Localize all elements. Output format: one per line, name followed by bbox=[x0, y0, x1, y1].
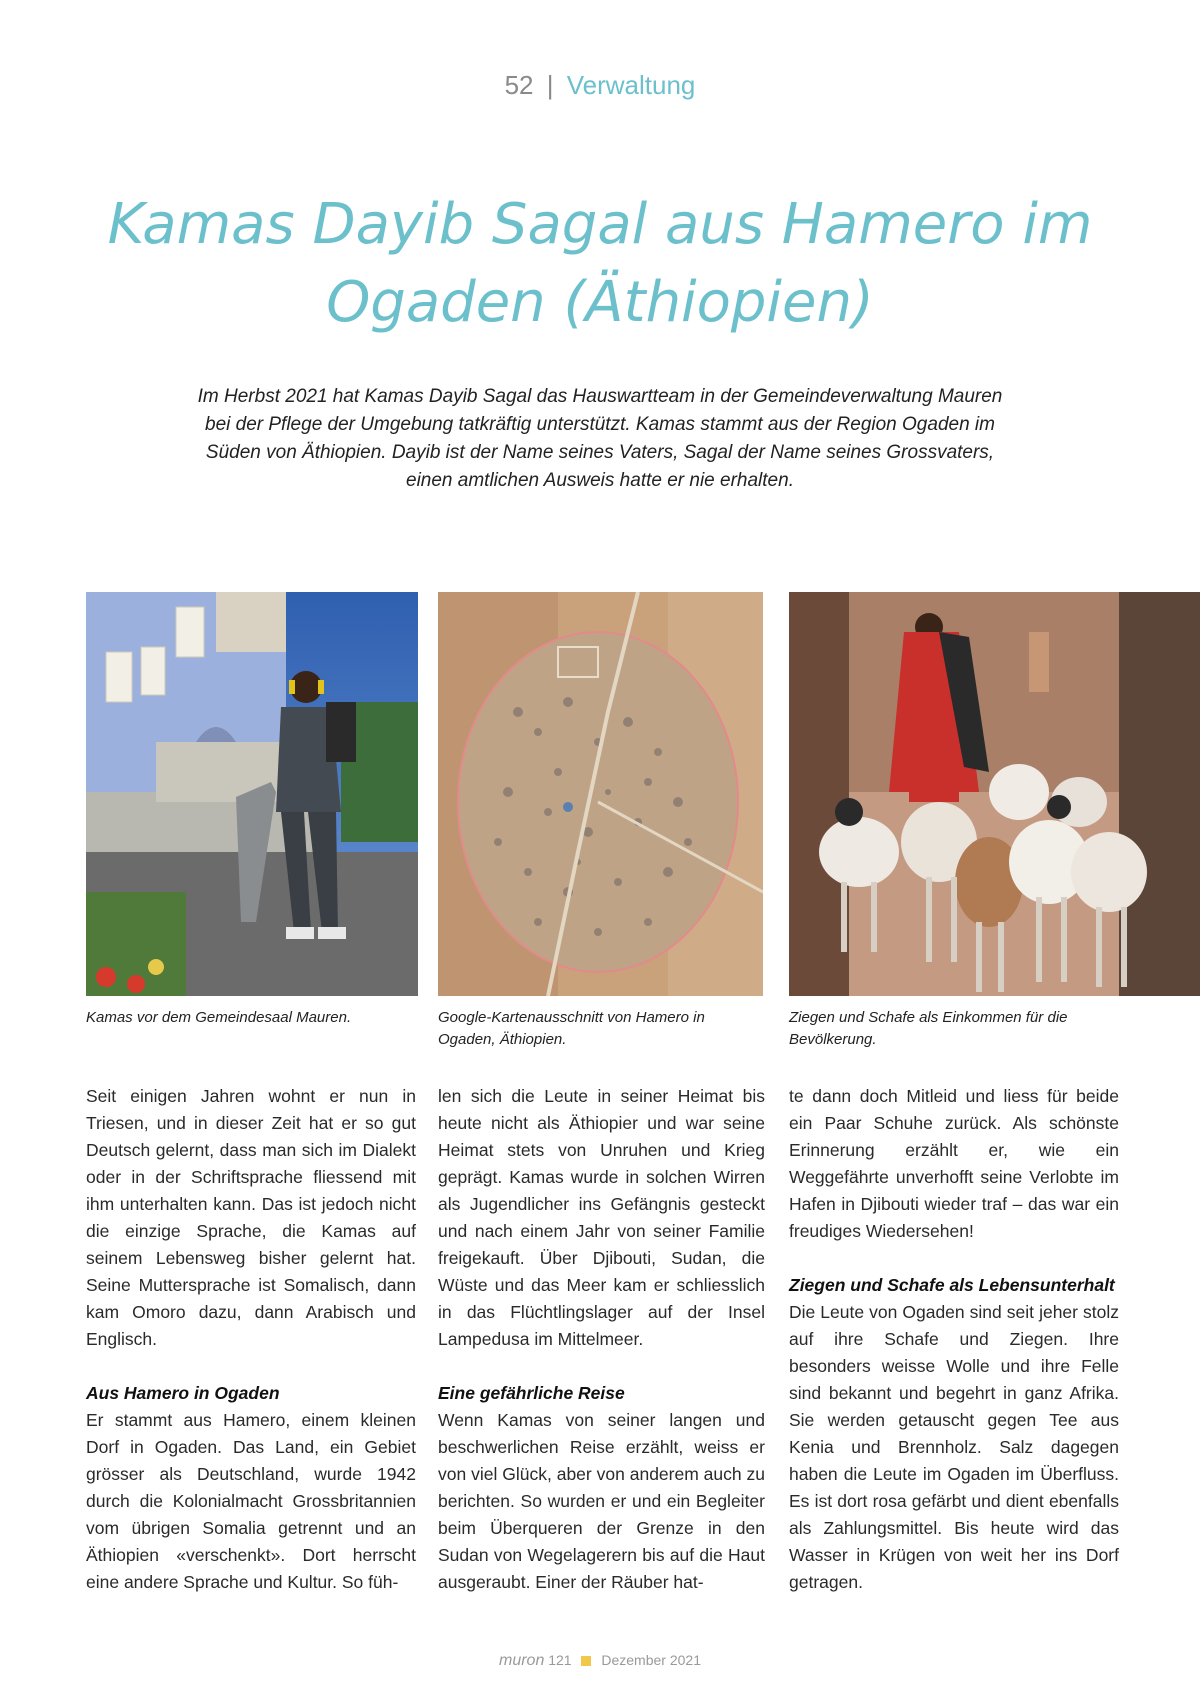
article-lead: Im Herbst 2021 hat Kamas Dayib Sagal das Hauswartteam in der Gemeindeverwaltung Mauren bei der Pflege der Umgebung tatkräftig unterstützt. Kamas stammt aus der Region Ogaden im Süden von Äthiopien. Dayib ist der Name seines Vaters, Sagal der Name seines Grossvaters, einen amtlichen Ausweis hatte er nie erhalten. bbox=[197, 386, 1003, 491]
text-column-1 bbox=[86, 1083, 416, 1596]
photo-map-hamero bbox=[438, 592, 763, 996]
paragraph: Seit einigen Jahren wohnt er nun in Triesen, und in dieser Zeit hat er so gut Deutsch gelernt, dass man sich im Dialekt oder in der Schriftsprache fliessend mit ihm unterhalten kann. Das ist jedoch nicht die einzige Sprache, die Kamas auf seinem Lebensweg bisher gelernt hat. Seine Muttersprache ist Somalisch, dann kam Omoro dazu, dann Arabisch und Englisch. bbox=[86, 1086, 416, 1349]
magazine-brand: muron bbox=[498, 1652, 545, 1669]
paragraph: len sich die Leute in seiner Heimat bis heute nicht als Äthiopier und war seine Heimat stets von Unruhen und Krieg geprägt. Kamas wurde in solchen Wirren als Jugendlicher ins Gefängnis gesteckt und nach einem Jahr von seiner Familie freigekauft. Über Djibouti, Sudan, die Wüste und das Meer kam er schliesslich in das Flüchtlingslager auf der Insel Lampedusa im Mittelmeer. bbox=[438, 1086, 765, 1349]
issue-number: 121 bbox=[548, 1652, 572, 1668]
text-column-3 bbox=[789, 1083, 1119, 1596]
text-column-2 bbox=[438, 1083, 765, 1596]
paragraph: Die Leute von Ogaden sind seit jeher stolz auf ihre Schafe und Ziegen. Ihre besonders weisse Wolle und ihre Felle sind bekannt und begehrt in ganz Afrika. Sie werden getauscht gegen Tee aus Kenia und Brennholz. Salz dagegen haben die Leute im Ogaden im Überfluss. Es ist dort rosa gefärbt und dient ebenfalls als Zahlungsmittel. Bis heute wird das Wasser in Krügen von weit her ins Dorf getragen. bbox=[789, 1302, 1119, 1592]
section-name: Verwaltung bbox=[566, 70, 696, 100]
photo-goats-sheep bbox=[789, 592, 1200, 996]
caption-photo-goats: Ziegen und Schafe als Einkommen für die Bevölkerung. bbox=[789, 1009, 1068, 1048]
paragraph: Er stammt aus Hamero, einem kleinen Dorf in Ogaden. Das Land, ein Gebiet grösser als Deutschland, wurde 1942 durch die Kolonialmacht Grossbritannien vom übrigen Somalia getrennt und an Äthiopien «verschenkt». Dort herrscht eine andere Sprache und Kultur. So füh- bbox=[86, 1410, 416, 1592]
footer-square-icon bbox=[581, 1656, 591, 1666]
paragraph: te dann doch Mitleid und liess für beide ein Paar Schuhe zurück. Als schönste Erinnerung erzählt er, wie ein Weggefährte unverhofft seine Verlobte im Hafen in Djibouti wieder traf – das war ein freudiges Wiedersehen! bbox=[789, 1086, 1119, 1241]
article-title: Kamas Dayib Sagal aus Hamero im Ogaden (Äthiopien) bbox=[107, 192, 1093, 335]
issue-date: Dezember 2021 bbox=[601, 1652, 701, 1668]
paragraph: Wenn Kamas von seiner langen und beschwerlichen Reise erzählt, weiss er von viel Glück, aber von anderem auch zu berichten. So wurden er und ein Begleiter beim Überqueren der Grenze in den Sudan von Wegelagerern bis auf die Haut ausgeraubt. Einer der Räuber hat- bbox=[438, 1410, 765, 1592]
subheading-reise: Eine gefährliche Reise bbox=[438, 1383, 625, 1403]
header-separator: | bbox=[546, 70, 554, 100]
caption-photo-map: Google-Kartenausschnitt von Hamero in Ogaden, Äthiopien. bbox=[438, 1009, 705, 1048]
caption-photo-kamas: Kamas vor dem Gemeindesaal Mauren. bbox=[86, 1009, 352, 1026]
page-header bbox=[0, 70, 1200, 101]
subheading-hamero: Aus Hamero in Ogaden bbox=[86, 1383, 280, 1403]
photo-kamas bbox=[86, 592, 418, 996]
page-footer bbox=[0, 1652, 1200, 1670]
subheading-ziegen: Ziegen und Schafe als Lebensunterhalt bbox=[789, 1275, 1115, 1295]
page-number: 52 bbox=[504, 70, 534, 100]
